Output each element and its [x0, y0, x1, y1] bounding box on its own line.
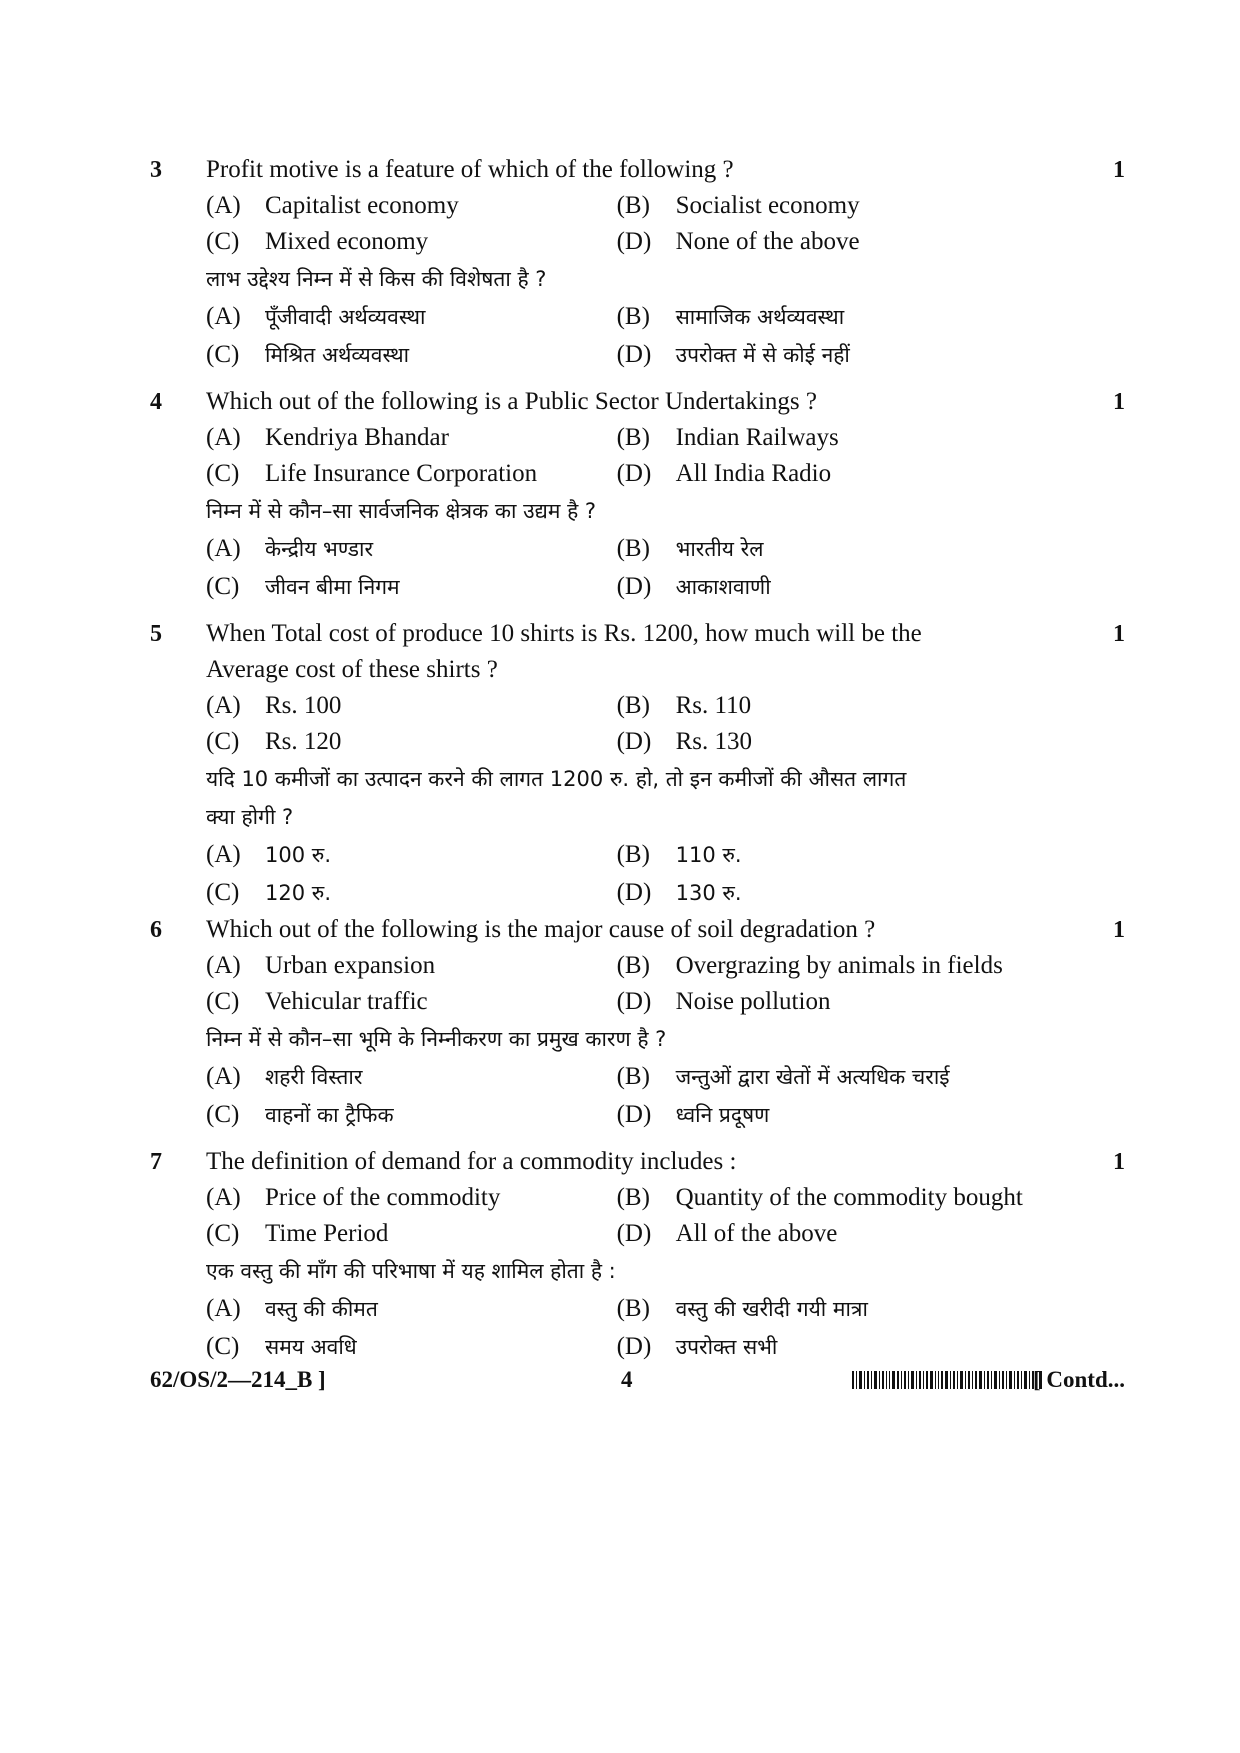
page-footer — [150, 1362, 1125, 1398]
option-letter: (B) — [616, 535, 650, 562]
question-text-en: The definition of demand for a commodity includes : — [206, 1148, 737, 1175]
option-a — [206, 952, 617, 980]
question-3 — [150, 152, 1125, 374]
question-text-hi: क्या होगी ? — [206, 805, 294, 829]
option-letter: (A) — [206, 1184, 241, 1211]
option-row-hi — [206, 336, 1085, 374]
option-text: Rs. 130 — [675, 728, 752, 755]
option-letter: (D) — [616, 1220, 652, 1247]
option-b — [617, 192, 1085, 220]
question-7 — [150, 1144, 1125, 1366]
option-text: Kendriya Bhandar — [265, 424, 449, 451]
question-text-hi: निम्न में से कौन–सा भूमि के निम्नीकरण का प्रमुख कारण है ? — [206, 1027, 667, 1051]
option-text: वाहनों का ट्रैफिक — [265, 1103, 394, 1127]
option-letter: (B) — [616, 692, 650, 719]
question-6 — [150, 912, 1125, 1134]
option-letter: (C) — [206, 879, 240, 906]
option-text: None of the above — [675, 228, 860, 255]
option-d-hi — [617, 1333, 1085, 1361]
option-a — [206, 1184, 617, 1212]
question-text-en: Average cost of these shirts ? — [206, 656, 498, 683]
question-marks: 1 — [1113, 157, 1125, 183]
option-a — [206, 692, 617, 720]
option-row — [206, 948, 1085, 984]
option-letter: (C) — [206, 728, 240, 755]
option-row-hi — [206, 568, 1085, 606]
option-text: Noise pollution — [675, 988, 831, 1015]
option-text: Rs. 100 — [265, 692, 342, 719]
option-row-hi — [206, 1058, 1085, 1096]
option-letter: (D) — [616, 1333, 652, 1360]
option-letter: (D) — [616, 341, 652, 368]
option-row-hi — [206, 874, 1085, 912]
option-text: 100 रु. — [265, 843, 331, 867]
option-letter: (A) — [206, 1295, 241, 1322]
option-row-hi — [206, 1328, 1085, 1366]
option-letter: (B) — [616, 1295, 650, 1322]
option-letter: (C) — [206, 1333, 240, 1360]
option-c-hi — [206, 1333, 617, 1361]
option-letter: (D) — [616, 228, 652, 255]
question-text-en: Which out of the following is the major cause of soil degradation ? — [206, 916, 876, 943]
option-text: Quantity of the commodity bought — [675, 1184, 1023, 1211]
option-text: शहरी विस्तार — [265, 1065, 363, 1089]
question-text-en: Which out of the following is a Public Sector Undertakings ? — [206, 388, 817, 415]
option-letter: (A) — [206, 1063, 241, 1090]
option-text: Vehicular traffic — [265, 988, 428, 1015]
option-b — [617, 692, 1085, 720]
option-text: केन्द्रीय भण्डार — [265, 537, 374, 561]
option-d — [617, 460, 1085, 488]
option-d — [617, 728, 1085, 756]
option-text: समय अवधि — [265, 1335, 357, 1359]
question-text-en: When Total cost of produce 10 shirts is Rs. 1200, how much will be the — [206, 620, 922, 647]
option-letter: (B) — [616, 192, 650, 219]
option-text: पूँजीवादी अर्थव्यवस्था — [265, 305, 426, 329]
option-letter: (C) — [206, 341, 240, 368]
option-letter: (A) — [206, 952, 241, 979]
option-text: Socialist economy — [675, 192, 860, 219]
option-letter: (B) — [616, 303, 650, 330]
option-text: Rs. 120 — [265, 728, 342, 755]
option-letter: (D) — [616, 879, 652, 906]
option-text: 110 रु. — [675, 843, 742, 867]
option-row-hi — [206, 298, 1085, 336]
option-row — [206, 420, 1085, 456]
option-text: Urban expansion — [265, 952, 436, 979]
option-b-hi — [617, 1063, 1085, 1091]
option-letter: (B) — [616, 841, 650, 868]
question-4 — [150, 384, 1125, 606]
option-text: 130 रु. — [675, 881, 742, 905]
option-c-hi — [206, 1101, 617, 1129]
option-d-hi — [617, 573, 1085, 601]
paper-code: 62/OS/2—214_B ] — [150, 1367, 326, 1392]
option-letter: (D) — [616, 573, 652, 600]
option-letter: (D) — [616, 460, 652, 487]
option-letter: (A) — [206, 303, 241, 330]
question-text-hi: एक वस्तु की माँग की परिभाषा में यह शामिल होता है : — [206, 1259, 616, 1283]
option-b-hi — [617, 841, 1085, 869]
option-text: ध्वनि प्रदूषण — [675, 1103, 770, 1127]
option-text: सामाजिक अर्थव्यवस्था — [675, 305, 845, 329]
option-letter: (A) — [206, 841, 241, 868]
option-text: Time Period — [265, 1220, 389, 1247]
option-row — [206, 1216, 1085, 1252]
option-text: Rs. 110 — [675, 692, 752, 719]
question-marks: 1 — [1113, 621, 1125, 647]
option-letter: (A) — [206, 692, 241, 719]
option-text: वस्तु की खरीदी गयी मात्रा — [675, 1297, 868, 1321]
option-text: Overgrazing by animals in fields — [675, 952, 1003, 979]
question-text-hi: निम्न में से कौन–सा सार्वजनिक क्षेत्रक का उद्यम है ? — [206, 499, 597, 523]
option-row-hi — [206, 836, 1085, 874]
option-c — [206, 1220, 617, 1248]
option-letter: (B) — [616, 1063, 650, 1090]
question-marks: 1 — [1113, 917, 1125, 943]
option-d-hi — [617, 341, 1085, 369]
option-a-hi — [206, 1063, 617, 1091]
option-text: Capitalist economy — [265, 192, 459, 219]
option-text: वस्तु की कीमत — [265, 1297, 378, 1321]
option-row-hi — [206, 1096, 1085, 1134]
option-letter: (A) — [206, 192, 241, 219]
option-text: जन्तुओं द्वारा खेतों में अत्यधिक चराई — [675, 1065, 950, 1089]
option-d — [617, 228, 1085, 256]
option-text: All of the above — [675, 1220, 838, 1247]
question-number: 5 — [150, 621, 162, 647]
question-text-hi: लाभ उद्देश्य निम्न में से किस की विशेषता है ? — [206, 267, 547, 291]
option-letter: (C) — [206, 573, 240, 600]
option-letter: (D) — [616, 988, 652, 1015]
question-number: 7 — [150, 1149, 162, 1175]
question-marks: 1 — [1113, 1149, 1125, 1175]
option-letter: (B) — [616, 952, 650, 979]
option-b — [617, 952, 1085, 980]
option-row-hi — [206, 1290, 1085, 1328]
option-text: All India Radio — [675, 460, 832, 487]
option-c — [206, 988, 617, 1016]
option-letter: (C) — [206, 460, 240, 487]
option-a-hi — [206, 303, 617, 331]
barcode-icon — [852, 1371, 1042, 1389]
option-text: आकाशवाणी — [675, 575, 771, 599]
option-letter: (C) — [206, 988, 240, 1015]
question-number: 6 — [150, 917, 162, 943]
option-row — [206, 984, 1085, 1020]
option-d-hi — [617, 1101, 1085, 1129]
question-text-en: Profit motive is a feature of which of the following ? — [206, 156, 734, 183]
option-text: उपरोक्त में से कोई नहीं — [675, 343, 850, 367]
continued-label: [ Contd... — [1032, 1367, 1125, 1392]
option-c-hi — [206, 341, 617, 369]
option-b-hi — [617, 1295, 1085, 1323]
option-letter: (C) — [206, 1220, 240, 1247]
question-text-hi: यदि 10 कमीजों का उत्पादन करने की लागत 1200 रु. हो, तो इन कमीजों की औसत लागत — [206, 767, 907, 791]
option-c — [206, 460, 617, 488]
option-b — [617, 424, 1085, 452]
option-row — [206, 1180, 1085, 1216]
option-row-hi — [206, 530, 1085, 568]
option-b — [617, 1184, 1085, 1212]
option-row — [206, 456, 1085, 492]
option-d — [617, 1220, 1085, 1248]
option-c-hi — [206, 573, 617, 601]
page-number: 4 — [621, 1367, 633, 1392]
question-marks: 1 — [1113, 389, 1125, 415]
option-letter: (B) — [616, 424, 650, 451]
option-letter: (A) — [206, 424, 241, 451]
option-letter: (D) — [616, 728, 652, 755]
option-a-hi — [206, 535, 617, 563]
option-text: Mixed economy — [265, 228, 429, 255]
option-letter: (B) — [616, 1184, 650, 1211]
option-text: भारतीय रेल — [675, 537, 764, 561]
option-row — [206, 188, 1085, 224]
option-c — [206, 728, 617, 756]
option-letter: (A) — [206, 535, 241, 562]
option-letter: (C) — [206, 228, 240, 255]
option-text: उपरोक्त सभी — [675, 1335, 778, 1359]
option-a-hi — [206, 841, 617, 869]
option-row — [206, 688, 1085, 724]
option-text: जीवन बीमा निगम — [265, 575, 400, 599]
option-text: मिश्रित अर्थव्यवस्था — [265, 343, 410, 367]
option-row — [206, 724, 1085, 760]
option-letter: (D) — [616, 1101, 652, 1128]
option-d — [617, 988, 1085, 1016]
option-text: 120 रु. — [265, 881, 331, 905]
option-a — [206, 424, 617, 452]
option-a — [206, 192, 617, 220]
option-c — [206, 228, 617, 256]
option-text: Life Insurance Corporation — [265, 460, 538, 487]
option-b-hi — [617, 535, 1085, 563]
question-number: 4 — [150, 389, 162, 415]
question-number: 3 — [150, 157, 162, 183]
option-d-hi — [617, 879, 1085, 907]
option-b-hi — [617, 303, 1085, 331]
option-text: Indian Railways — [675, 424, 839, 451]
option-letter: (C) — [206, 1101, 240, 1128]
option-row — [206, 224, 1085, 260]
question-5 — [150, 616, 1125, 912]
option-c-hi — [206, 879, 617, 907]
option-text: Price of the commodity — [265, 1184, 501, 1211]
option-a-hi — [206, 1295, 617, 1323]
